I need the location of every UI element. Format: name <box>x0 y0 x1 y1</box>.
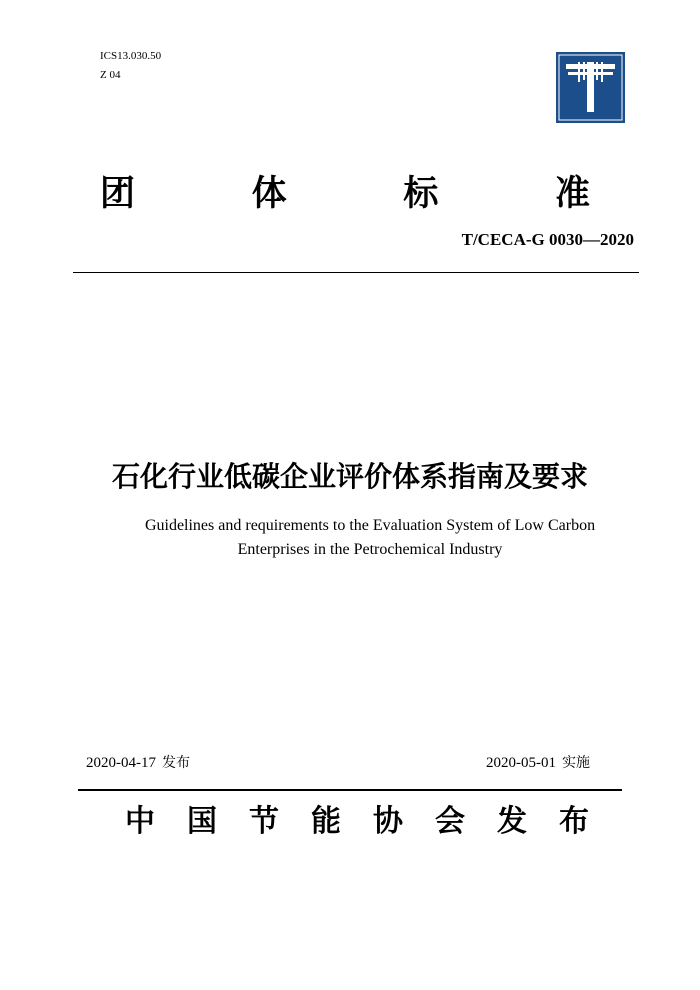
standard-type-char: 体 <box>251 173 287 214</box>
implement-label: 实施 <box>562 755 590 771</box>
title-english-line: Guidelines and requirements to the Evaluation System of Low Carbon <box>144 517 596 534</box>
publisher-char: 节 <box>249 804 279 839</box>
publisher-char: 国 <box>187 804 217 839</box>
classification-codes <box>100 47 161 85</box>
standard-number: T/CECA-G 0030—2020 <box>461 230 634 249</box>
publisher-char: 能 <box>311 804 341 839</box>
implement-date-block <box>486 752 590 772</box>
publisher-char: 会 <box>435 804 465 839</box>
publisher-line <box>125 796 589 840</box>
ccs-code: Z 04 <box>100 69 121 81</box>
implement-date: 2020-05-01 <box>486 755 556 771</box>
title-english-line: Enterprises in the Petrochemical Industry <box>237 541 503 558</box>
top-divider <box>73 272 639 273</box>
standard-type-char: 标 <box>403 173 439 214</box>
publish-date-block <box>86 752 190 772</box>
publisher-char: 协 <box>373 804 403 839</box>
title-chinese: 石化行业低碳企业评价体系指南及要求 <box>111 460 588 493</box>
title-english <box>120 514 620 562</box>
publish-date: 2020-04-17 <box>86 755 156 771</box>
bottom-divider <box>78 789 622 791</box>
standard-type-char: 团 <box>100 173 136 214</box>
standard-logo-icon <box>556 52 625 123</box>
publisher-char: 中 <box>125 804 155 839</box>
publish-label: 发布 <box>162 755 190 771</box>
standard-type-heading <box>100 166 590 216</box>
standard-type-char: 准 <box>554 173 590 214</box>
publisher-char: 发 <box>497 804 527 839</box>
publisher-char: 布 <box>559 804 589 839</box>
ics-code: ICS13.030.50 <box>100 50 162 62</box>
